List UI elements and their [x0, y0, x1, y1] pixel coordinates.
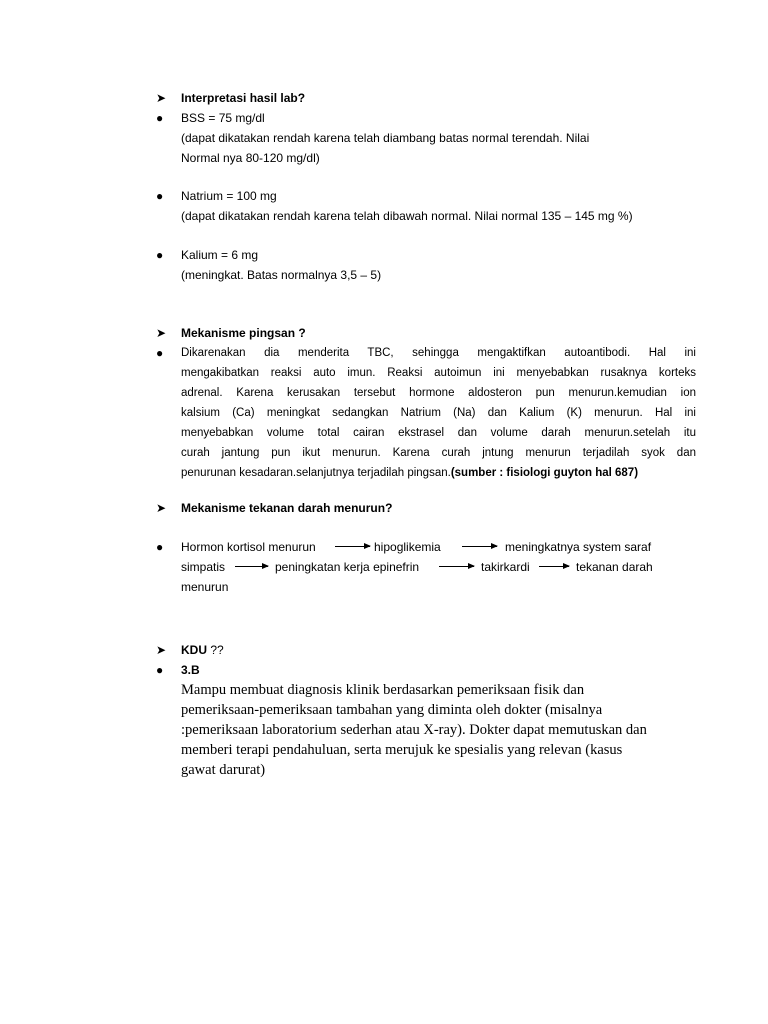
flow-line-2 — [181, 557, 696, 577]
flow-step: hipoglikemia — [374, 540, 441, 554]
paragraph-line: curah jantung pun ikut menurun. Karena curah jntung menurun terjadilah syok dan — [181, 447, 696, 459]
item-line: (meningkat. Batas normalnya 3,5 – 5) — [181, 268, 382, 282]
section-heading: Mekanisme pingsan ? — [181, 326, 306, 340]
item-line: Normal nya 80-120 mg/dl) — [181, 151, 320, 165]
right-arrow-icon — [539, 566, 569, 567]
item-line: (dapat dikatakan rendah karena telah diambang batas normal terendah. Nilai — [181, 131, 590, 145]
kdu-level: 3.B — [181, 663, 200, 677]
paragraph-line: menyebabkan volume total cairan ekstrasel dan volume darah menurun.setelah itu — [181, 427, 696, 439]
source-citation: (sumber : fisiologi guyton hal 687) — [450, 467, 639, 479]
item-title: Natrium = 100 mg — [181, 189, 277, 203]
right-arrow-icon — [235, 566, 268, 567]
flow-line-1 — [181, 537, 696, 557]
arrow-bullet-icon: ➤ — [156, 91, 167, 105]
arrow-bullet-icon: ➤ — [156, 501, 167, 515]
arrow-bullet-icon: ➤ — [156, 326, 167, 340]
right-arrow-icon — [335, 546, 370, 547]
item-title: BSS = 75 mg/dl — [181, 111, 265, 125]
flow-step: meningkatnya system saraf — [505, 540, 652, 554]
flow-step: menurun — [181, 580, 229, 594]
flow-step: simpatis — [181, 560, 226, 574]
section-heading: Interpretasi hasil lab? — [181, 91, 306, 105]
flow-step: takirkardi — [481, 560, 530, 574]
paragraph-line: Dikarenakan dia menderita TBC, sehingga mengaktifkan autoantibodi. Hal ini — [181, 347, 696, 359]
bullet-icon: ● — [156, 189, 164, 203]
bullet-icon: ● — [156, 248, 164, 262]
flow-step: peningkatan kerja epinefrin — [275, 560, 420, 574]
section-heading: Mekanisme tekanan darah menurun? — [181, 501, 393, 515]
flow-step: Hormon kortisol menurun — [181, 540, 316, 554]
paragraph-line: kalsium (Ca) meningkat sedangkan Natrium (Na) dan Kalium (K) menurun. Hal ini — [181, 407, 696, 419]
bullet-icon: ● — [156, 663, 164, 677]
paragraph-line: adrenal. Karena kerusakan tersebut hormone aldosteron pun menurun.kemudian ion — [181, 387, 696, 399]
section-heading: KDU — [181, 643, 207, 657]
right-arrow-icon — [439, 566, 474, 567]
section-heading-suffix: ?? — [207, 643, 224, 657]
bullet-icon: ● — [156, 540, 164, 554]
item-title: Kalium = 6 mg — [181, 248, 259, 262]
bullet-icon: ● — [156, 346, 164, 360]
paragraph-line: mengakibatkan reaksi auto imun. Reaksi autoimun ini menyebabkan rusaknya korteks — [181, 367, 696, 379]
paragraph-line: penurunan kesadaran.selanjutnya terjadilah pingsan. — [181, 467, 451, 479]
arrow-bullet-icon: ➤ — [156, 643, 167, 657]
flow-line-3 — [181, 577, 696, 597]
item-line: (dapat dikatakan rendah karena telah dibawah normal. Nilai normal 135 – 145 mg %) — [181, 209, 633, 223]
kdu-description: Mampu membuat diagnosis klinik berdasarkan pemeriksaan fisik dan pemeriksaan-pemeriksaan tambahan yang diminta oleh dokter (misalnya :pemeriksaan laboratorium sederhan atau X-ray). Dokter dapat memutuskan dan memberi terapi pendahuluan, serta merujuk ke spesialis yang relevan (kasus gawat darurat) — [181, 682, 647, 778]
flow-step: tekanan darah — [576, 560, 653, 574]
right-arrow-icon — [462, 546, 497, 547]
bullet-icon: ● — [156, 111, 164, 125]
